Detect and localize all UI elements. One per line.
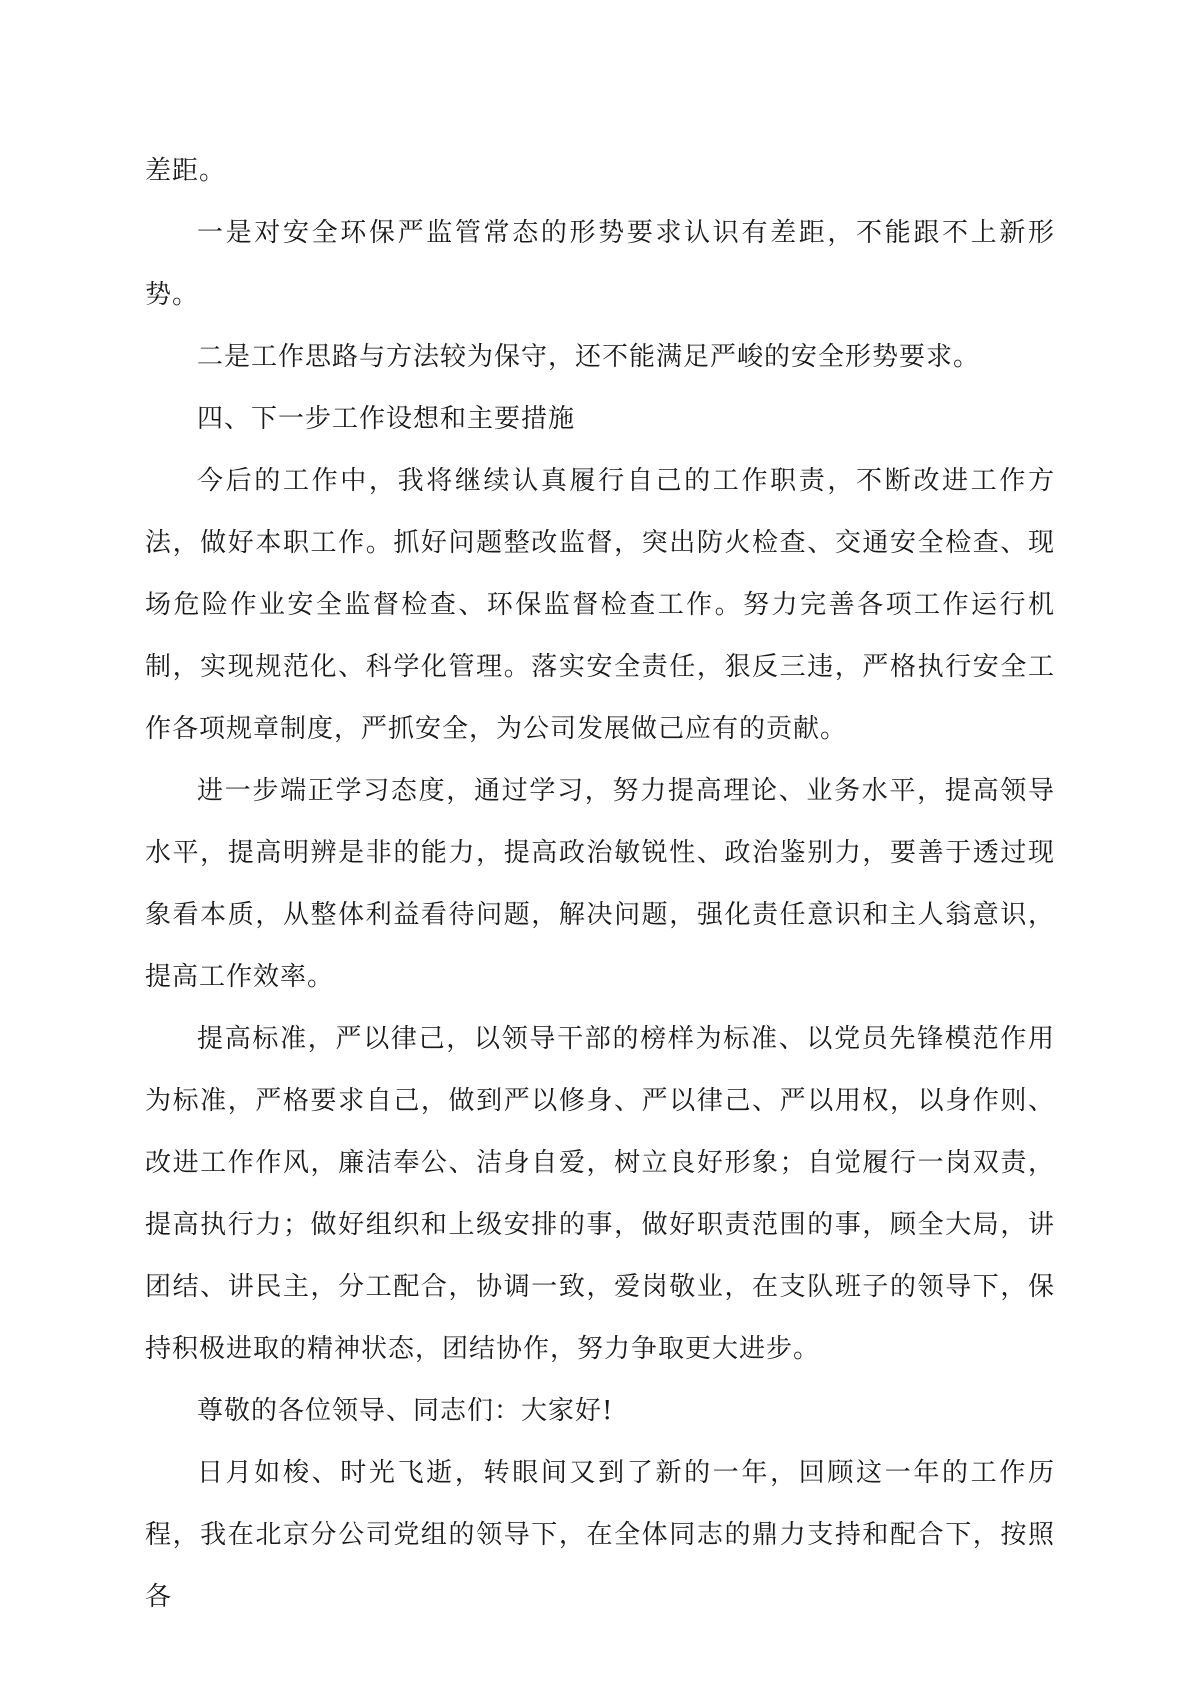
paragraph-continuation: 差距。 (145, 156, 227, 186)
paragraph-learning-attitude: 进一步端正学习态度，通过学习，努力提高理论、业务水平，提高领导水平，提高明辨是非的能力，提高政治敏锐性、政治鉴别力，要善于透过现象看本质，从整体利益看待问题，解决问题，强化责任意识和主人翁意识，提高工作效率。 (145, 776, 1055, 992)
paragraph-greeting: 尊敬的各位领导、同志们：大家好! (197, 1396, 614, 1426)
document-body (145, 140, 1055, 1628)
paragraph-point-one: 一是对安全环保严监管常态的形势要求认识有差距，不能跟不上新形势。 (145, 218, 1055, 310)
paragraph-standards: 提高标准，严以律己，以领导干部的榜样为标准、以党员先锋模范作用为标准，严格要求自己，做到严以修身、严以律己、严以用权，以身作则、改进工作作风，廉洁奉公、洁身自爱，树立良好形象；自觉履行一岗双责，提高执行力；做好组织和上级安排的事，做好职责范围的事，顾全大局，讲团结、讲民主，分工配合，协调一致，爱岗敬业，在支队班子的领导下，保持积极进取的精神状态，团结协作，努力争取更大进步。 (145, 1024, 1055, 1364)
paragraph-future-work: 今后的工作中，我将继续认真履行自己的工作职责，不断改进工作方法，做好本职工作。抓好问题整改监督，突出防火检查、交通安全检查、现场危险作业安全监督检查、环保监督检查工作。努力完善各项工作运行机制，实现规范化、科学化管理。落实安全责任，狠反三违，严格执行安全工作各项规章制度，严抓安全，为公司发展做己应有的贡献。 (145, 466, 1055, 744)
section-heading-next-steps: 四、下一步工作设想和主要措施 (197, 404, 576, 434)
paragraph-point-two: 二是工作思路与方法较为保守，还不能满足严峻的安全形势要求。 (197, 342, 981, 372)
paragraph-year-review: 日月如梭、时光飞逝，转眼间又到了新的一年，回顾这一年的工作历程，我在北京分公司党组的领导下，在全体同志的鼎力支持和配合下，按照各 (145, 1458, 1055, 1612)
